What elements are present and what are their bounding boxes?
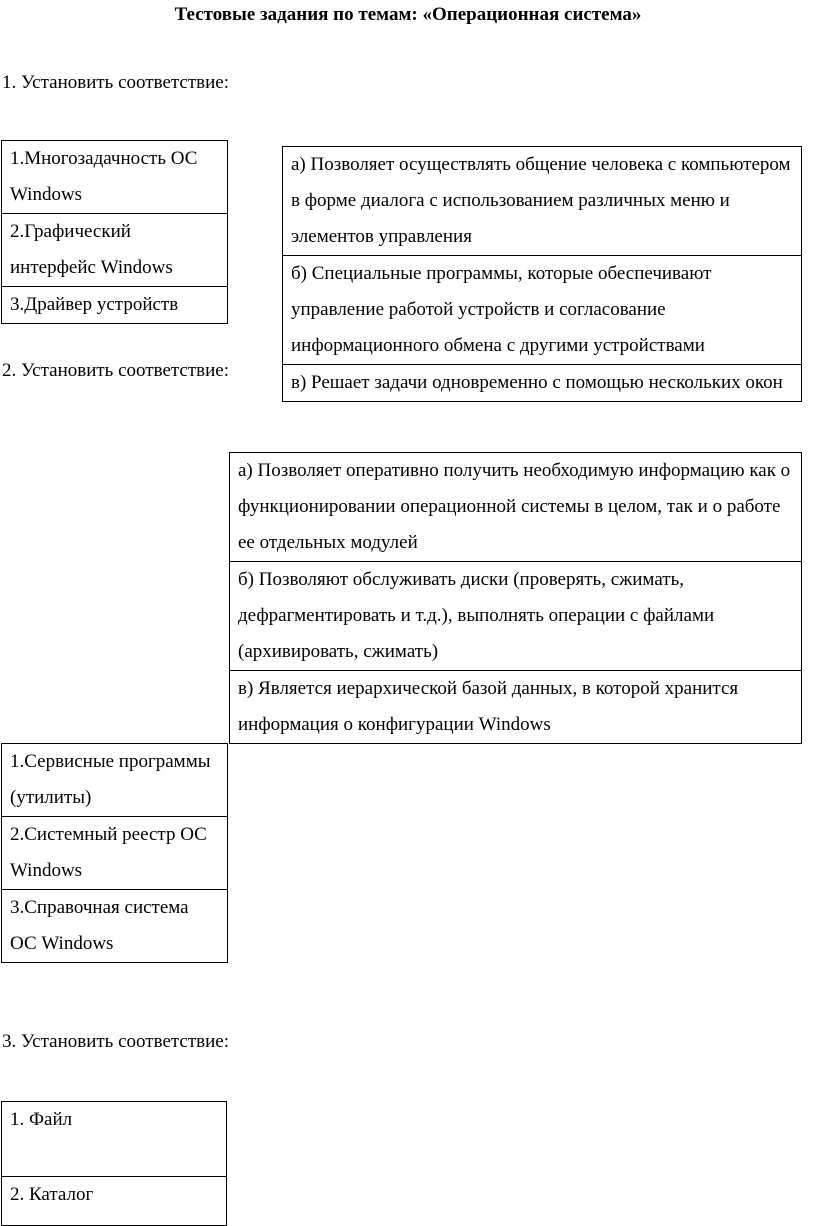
question-1-heading: 1. Установить соответствие:: [2, 72, 229, 93]
document-title: Тестовые задания по темам: «Операционная система»: [174, 4, 642, 25]
table-cell: 2.Системный реестр ОС Windows: [2, 817, 228, 890]
table-cell: б) Позволяют обслуживать диски (проверять, сжимать, дефрагментировать и т.д.), выполнять операции с файлами (архивировать, сжимать): [230, 562, 802, 671]
table-cell: 3.Драйвер устройств: [2, 287, 228, 324]
table-cell: 1.Многозадачность ОС Windows: [2, 141, 228, 214]
table-cell: в) Является иерархической базой данных, в которой хранится информация о конфигурации Windows: [230, 671, 802, 744]
question-2-left-table: [1, 743, 228, 963]
question-2-right-table: [229, 452, 802, 744]
question-3-heading: 3. Установить соответствие:: [2, 1031, 229, 1052]
table-cell: 3.Справочная система ОС Windows: [2, 890, 228, 963]
table-cell: 1.Сервисные программы (утилиты): [2, 744, 228, 817]
table-cell: 2. Каталог: [2, 1177, 227, 1226]
table-cell: б) Специальные программы, которые обеспечивают управление работой устройств и согласование информационного обмена с другими устройствами: [283, 256, 802, 365]
table-cell: 2.Графический интерфейс Windows: [2, 214, 228, 287]
question-1-right-table: [282, 146, 802, 402]
question-3-left-table: [1, 1101, 227, 1226]
table-cell: 1. Файл: [2, 1102, 227, 1177]
question-2-heading: 2. Установить соответствие:: [2, 360, 229, 381]
table-cell: а) Позволяет осуществлять общение человека с компьютером в форме диалога с использованием различных меню и элементов управления: [283, 147, 802, 256]
table-cell: в) Решает задачи одновременно с помощью нескольких окон: [283, 365, 802, 402]
table-cell: а) Позволяет оперативно получить необходимую информацию как о функционировании операционной системы в целом, так и о работе ее отдельных модулей: [230, 453, 802, 562]
question-1-left-table: [1, 140, 228, 324]
